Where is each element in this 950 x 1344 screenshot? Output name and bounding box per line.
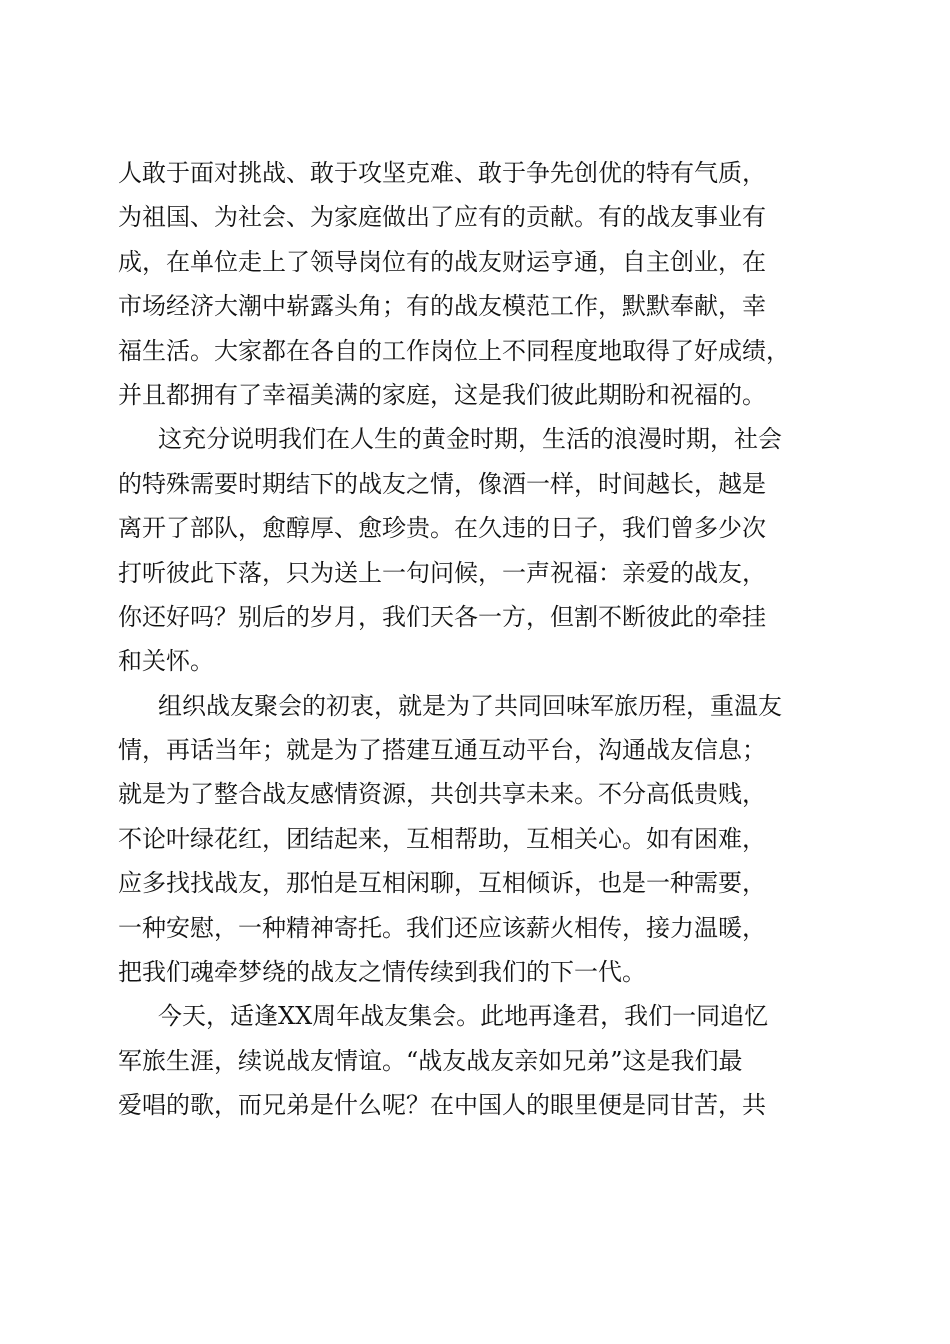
text-line: 今天，适逢XX周年战友集会。此地再逢君，我们一同追忆: [158, 1002, 769, 1031]
text-line: 这充分说明我们在人生的黄金时期，生活的浪漫时期，社会: [158, 425, 782, 454]
text-line: 和关怀。: [118, 647, 214, 676]
text-line: 把我们魂牵梦绕的战友之情传续到我们的下一代。: [118, 958, 646, 987]
paragraph-3: [118, 684, 838, 995]
text-line: 情，再话当年；就是为了搭建互通互动平台，沟通战友信息；: [118, 736, 766, 765]
document-body: [118, 151, 838, 1128]
paragraph-1: [118, 151, 838, 417]
text-line: 打听彼此下落，只为送上一句问候，一声祝福：亲爱的战友，: [118, 558, 766, 587]
text-line: 爱唱的歌，而兄弟是什么呢？在中国人的眼里便是同甘苦，共: [118, 1091, 766, 1120]
text-line: 福生活。大家都在各自的工作岗位上不同程度地取得了好成绩，: [118, 336, 790, 365]
text-line: 市场经济大潮中崭露头角；有的战友模范工作，默默奉献，幸: [118, 292, 766, 321]
text-line: 离开了部队，愈醇厚、愈珍贵。在久违的日子，我们曾多少次: [118, 514, 766, 543]
text-line: 就是为了整合战友感情资源，共创共享未来。不分高低贵贱，: [118, 780, 766, 809]
text-line: 为祖国、为社会、为家庭做出了应有的贡献。有的战友事业有: [118, 203, 766, 232]
text-line: 并且都拥有了幸福美满的家庭，这是我们彼此期盼和祝福的。: [118, 380, 766, 409]
text-line: 你还好吗？别后的岁月，我们天各一方，但割不断彼此的牵挂: [118, 602, 766, 631]
text-line: 组织战友聚会的初衷，就是为了共同回味军旅历程，重温友: [158, 691, 782, 720]
text-line: 应多找找战友，那怕是互相闲聊，互相倾诉，也是一种需要，: [118, 869, 766, 898]
paragraph-4: [118, 994, 838, 1127]
text-line: 人敢于面对挑战、敢于攻坚克难、敢于争先创优的特有气质，: [118, 159, 766, 187]
text-line: 军旅生涯，续说战友情谊。“战友战友亲如兄弟”这是我们最: [118, 1046, 743, 1075]
text-line: 一种安慰，一种精神寄托。我们还应该薪火相传，接力温暖，: [118, 913, 766, 942]
paragraph-2: [118, 417, 838, 683]
text-line: 不论叶绿花红，团结起来，互相帮助，互相关心。如有困难，: [118, 824, 766, 853]
text-line: 的特殊需要时期结下的战友之情，像酒一样，时间越长，越是: [118, 469, 766, 498]
text-line: 成，在单位走上了领导岗位有的战友财运亨通，自主创业，在: [118, 247, 766, 276]
